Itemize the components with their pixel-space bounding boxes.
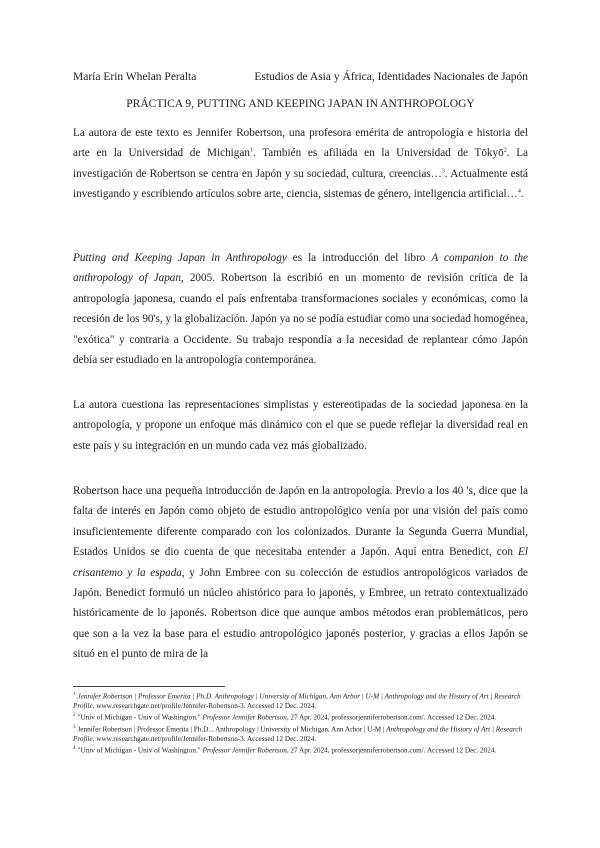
footnote-separator bbox=[73, 686, 225, 687]
footnote-text: Jennifer Robertson | Professor Emerita | Ph.D... Anthropology | University of Michigan, Ann Arbor | U-M | bbox=[77, 725, 387, 734]
paragraph-text: , 2005. Robertson la escribió en un momento de revisión crítica de la antropología japonesa, cuando el país enfrentaba transformaciones sociales y económicas, como la recesión de los 90's, y la globalización. Japón ya no se podía estudiar como una sociedad homogénea, "exótica" y contraria a Occidente. Su trabajo respondía a la necesidad de replantear cómo Japón debía ser estudiado en la antropología contemporánea. bbox=[73, 272, 528, 367]
footnote-text: Professor Jennifer Robertson bbox=[202, 713, 287, 722]
footnote-text: , 27 Apr. 2024, professorjenniferrobertson.com/. Accessed 12 Dec. 2024. bbox=[286, 746, 497, 755]
footnote-text: Professor Jennifer Robertson bbox=[202, 746, 287, 755]
book-title-italic: A companion to the anthropology of Japan bbox=[73, 252, 529, 285]
paragraph-intro bbox=[73, 123, 528, 205]
footnote-ref-2[interactable]: 2 bbox=[503, 147, 507, 154]
work-title-italic: Putting and Keeping Japan in Anthropology bbox=[73, 252, 287, 264]
footnote-number: 1 bbox=[73, 692, 76, 697]
footnote-text: "Univ of Michigan - Univ of Washington." bbox=[77, 746, 203, 755]
footnote-number: 3 bbox=[73, 725, 76, 730]
course-name: Estudios de Asia y África, Identidades Nacionales de Japón bbox=[254, 71, 528, 83]
book-title-italic: El crisantemo y la espada bbox=[73, 546, 528, 579]
footnote-number: 4 bbox=[73, 746, 76, 752]
footnote-number: 2 bbox=[73, 713, 76, 719]
footnotes-list bbox=[73, 690, 528, 756]
footnote-ref-3[interactable]: 3 bbox=[441, 168, 445, 175]
footnote-ref-1[interactable]: 1 bbox=[249, 147, 253, 154]
footnote-text: , www.researchgate.net/profile/Jennifer-Robertson-3. Accessed 12 Dec. 2024. bbox=[92, 734, 317, 743]
footnote-text: Anthropology and the History of Art | Research Profile bbox=[73, 725, 523, 743]
paragraph-text: es la introducción del libro bbox=[286, 252, 432, 264]
footnote-2 bbox=[73, 711, 528, 723]
footnote-text: "Univ of Michigan - Univ of Washington." bbox=[77, 713, 203, 722]
paragraph-text: . También es afiliada en la Universidad de Tōkyō bbox=[252, 147, 504, 160]
paragraph-text: Robertson hace una pequeña introducción de Japón en la antropología. Previo a los 40 's, dice que la falta de interés en Japón como objeto de estudio antropológico venía por una visión del país como insuficientemente diferente comparado con los colonizados. Durante la Segunda Guerra Mundial, Estados Unidos se dio cuenta de que necesitaba entender a Japón. Aquí entra Benedict, con bbox=[73, 485, 528, 559]
document-title: PRÁCTICA 9, PUTTING AND KEEPING JAPAN IN ANTHROPOLOGY bbox=[126, 98, 475, 110]
author-name: María Erin Whelan Peralta bbox=[73, 71, 197, 83]
footnote-1 bbox=[73, 690, 528, 711]
footnote-text: Jennifer Robertson | Professor Emerita | Ph.D. Anthropology | University of Michigan, Ann Arbor | U-M | Anthropology and the History of Art | Research Profile bbox=[73, 692, 521, 710]
footnote-text: , www.researchgate.net/profile/Jennifer-Robertson-3. Accessed 12 Dec. 2024. bbox=[92, 701, 317, 710]
paragraph-text: . bbox=[520, 188, 524, 201]
paragraph-context bbox=[73, 248, 528, 370]
paragraph-thesis: La autora cuestiona las representaciones simplistas y estereotipadas de la sociedad japonesa en la antropología, y propone un enfoque más dinámico con el que se puede reflejar la diversidad real en este país y su integración en un mundo cada vez más globalizado. bbox=[73, 399, 528, 452]
paragraph-text: . Actualmente está investigando y escribiendo artículos sobre arte, ciencia, sistemas de género, inteligencia artificial… bbox=[73, 167, 528, 201]
paragraph-text: La autora de este texto es Jennifer Robertson, una profesora emérita de antropología e historia del arte en la Universidad de Michigan bbox=[73, 127, 528, 160]
footnote-ref-4[interactable]: 4 bbox=[517, 188, 521, 195]
footnote-3 bbox=[73, 723, 528, 744]
paragraph-history bbox=[73, 481, 528, 665]
paragraph-text: . La investigación de Robertson se centra en Japón y su sociedad, cultura, creencias… bbox=[73, 147, 528, 180]
footnote-text: , 27 Apr. 2024, professorjenniferrobertson.com/. Accessed 12 Dec. 2024. bbox=[286, 713, 497, 722]
paragraph-text: , y John Embree con su colección de estudios antropológicos variados de Japón. Benedict formuló un núcleo ahistórico para lo japonés, y Embree, un retrato contextualizado históricamente de lo japonés. Robertson dice que aunque ambos métodos eran problemáticos, pero que son a la vez la base para el estudio antropológico japonés posterior, y gracias a ellos Japón se situó en el punto de mira de la bbox=[73, 566, 529, 661]
footnote-4 bbox=[73, 744, 528, 756]
page-header bbox=[73, 71, 528, 83]
